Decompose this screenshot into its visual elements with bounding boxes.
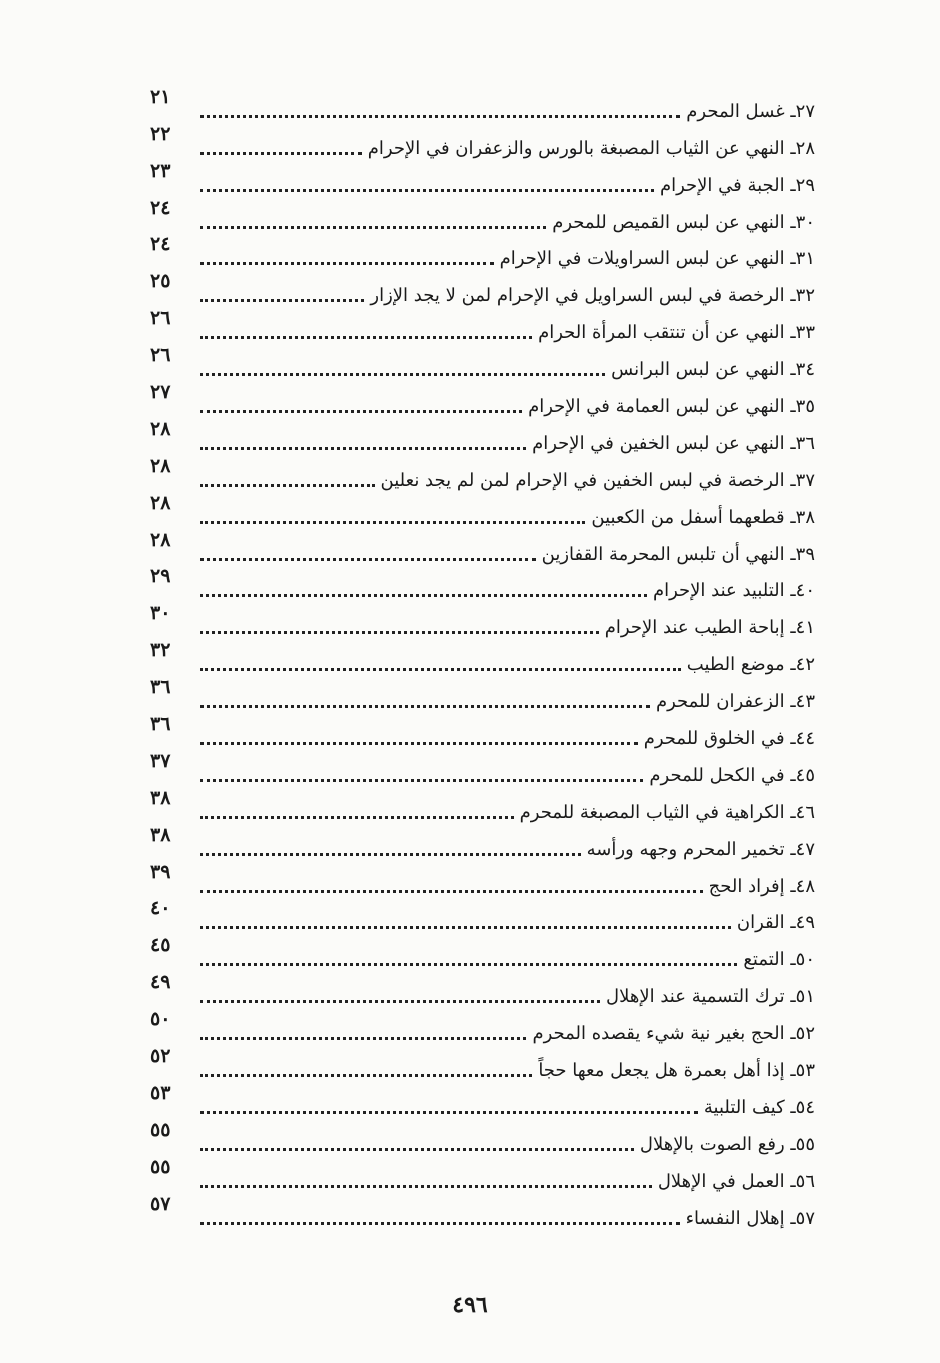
dot-leader (200, 115, 680, 118)
toc-entry (150, 1117, 815, 1154)
toc-entry-page: ٤٠ (150, 897, 171, 920)
dot-leader (200, 816, 514, 819)
dot-leader (200, 705, 650, 708)
toc-entry-page: ٣٦ (150, 713, 171, 736)
toc-entry-title: ٣٤ـ النهي عن لبس البرانس (611, 359, 815, 381)
dot-leader (200, 963, 737, 966)
toc-entry-page: ٥٥ (150, 1155, 171, 1178)
toc-entry-page: ٣٩ (150, 860, 171, 883)
toc-entry-page: ٣٢ (150, 639, 171, 662)
toc-entry (150, 932, 815, 969)
dot-leader (200, 1185, 652, 1188)
toc-entry-page: ٣٠ (150, 602, 171, 625)
toc-entry-page: ٥٠ (150, 1008, 171, 1031)
toc-entry (150, 859, 815, 896)
toc-entry-page: ٥٢ (150, 1045, 171, 1068)
dot-leader (200, 521, 585, 524)
toc-entry (150, 600, 815, 637)
dot-leader (200, 410, 522, 413)
toc-entry-title: ٣٨ـ قطعهما أسفل من الكعبين (591, 506, 815, 528)
toc-entry-title: ٥٧ـ إهلال النفساء (685, 1207, 815, 1229)
toc-entry-title: ٣٢ـ الرخصة في لبس السراويل في الإحرام لمن لا يجد الإزار (370, 285, 815, 307)
dot-leader (200, 890, 703, 893)
toc-entry-page: ٣٨ (150, 823, 171, 846)
toc-entry-page: ٢٢ (150, 122, 171, 145)
toc-entry-page: ٥٣ (150, 1081, 171, 1104)
toc-entry (150, 232, 815, 269)
toc-entry-title: ٥٥ـ رفع الصوت بالإهلال (639, 1133, 815, 1155)
toc-entry (150, 674, 815, 711)
dot-leader (200, 631, 599, 634)
dot-leader (200, 594, 647, 597)
toc-entry (150, 1191, 815, 1228)
toc-entry-page: ٢٩ (150, 565, 171, 588)
toc-entry-page: ٢٦ (150, 344, 171, 367)
toc-entry (150, 416, 815, 453)
toc-entry-title: ٥١ـ ترك التسمية عند الإهلال (606, 986, 815, 1008)
dot-leader (200, 336, 532, 339)
dot-leader (200, 779, 643, 782)
table-of-contents (150, 84, 815, 1228)
toc-entry-page: ٢٤ (150, 233, 171, 256)
dot-leader (200, 668, 681, 671)
toc-entry (150, 1006, 815, 1043)
toc-entry (150, 785, 815, 822)
toc-entry (150, 896, 815, 933)
dot-leader (200, 226, 546, 229)
dot-leader (200, 926, 731, 929)
dot-leader (200, 299, 364, 302)
toc-entry-title: ٤٩ـ القران (736, 912, 815, 934)
toc-entry-title: ٣٩ـ النهي أن تلبس المحرمة القفازين (541, 543, 815, 565)
toc-entry-page: ٢٤ (150, 196, 171, 219)
dot-leader (200, 152, 362, 155)
toc-entry-page: ٢٨ (150, 491, 171, 514)
toc-entry-page: ٣٨ (150, 786, 171, 809)
toc-entry-title: ٤٣ـ الزعفران للمحرم (655, 691, 815, 713)
toc-entry (150, 1080, 815, 1117)
toc-entry-title: ٤٠ـ التلبيد عند الإحرام (652, 580, 815, 602)
dot-leader (200, 1148, 634, 1151)
dot-leader (200, 484, 375, 487)
toc-entry (150, 822, 815, 859)
toc-entry-page: ٢١ (150, 85, 171, 108)
dot-leader (200, 853, 581, 856)
toc-entry-page: ٣٧ (150, 749, 171, 772)
toc-entry (150, 527, 815, 564)
toc-entry (150, 490, 815, 527)
toc-entry-title: ٥٠ـ التمتع (743, 949, 815, 971)
toc-entry-title: ٢٩ـ الجبة في الإحرام (659, 174, 815, 196)
toc-entry-title: ٤٢ـ موضع الطيب (686, 654, 815, 676)
toc-entry-page: ٢٨ (150, 454, 171, 477)
toc-entry (150, 748, 815, 785)
toc-entry (150, 305, 815, 342)
toc-entry (150, 379, 815, 416)
toc-entry (150, 158, 815, 195)
toc-entry-page: ٤٥ (150, 934, 171, 957)
toc-entry (150, 711, 815, 748)
toc-entry-title: ٤٨ـ إفراد الحج (708, 875, 815, 897)
toc-entry (150, 268, 815, 305)
toc-entry-title: ٣٧ـ الرخصة في لبس الخفين في الإحرام لمن لم يجد نعلين (380, 469, 815, 491)
toc-entry-page: ٢٨ (150, 417, 171, 440)
toc-entry-title: ٤٥ـ في الكحل للمحرم (649, 764, 815, 786)
toc-entry-title: ٥٢ـ الحج بغير نية شيء يقصده المحرم (532, 1023, 815, 1045)
toc-entry (150, 637, 815, 674)
toc-entry-page: ٢٧ (150, 381, 171, 404)
toc-entry (150, 453, 815, 490)
dot-leader (200, 1037, 526, 1040)
toc-entry-title: ٢٧ـ غسل المحرم (686, 100, 815, 122)
dot-leader (200, 1222, 680, 1225)
toc-entry (150, 564, 815, 601)
toc-entry-page: ٥٧ (150, 1192, 171, 1215)
toc-entry-title: ٥٤ـ كيف التلبية (703, 1096, 815, 1118)
dot-leader (200, 189, 654, 192)
dot-leader (200, 742, 638, 745)
toc-entry-title: ٣٥ـ النهي عن لبس العمامة في الإحرام (528, 396, 815, 418)
toc-entry-title: ٢٨ـ النهي عن الثياب المصبغة بالورس والزعفران في الإحرام (367, 137, 815, 159)
toc-entry-title: ٤٧ـ تخمير المحرم وجهه ورأسه (586, 838, 815, 860)
toc-entry (150, 195, 815, 232)
toc-entry (150, 342, 815, 379)
toc-entry (150, 969, 815, 1006)
toc-entry-page: ٥٥ (150, 1118, 171, 1141)
page-number: ٤٩٦ (452, 1292, 488, 1318)
toc-entry-page: ٢٨ (150, 528, 171, 551)
dot-leader (200, 373, 605, 376)
toc-entry (150, 84, 815, 121)
toc-entry-title: ٣١ـ النهي عن لبس السراويلات في الإحرام (499, 248, 815, 270)
toc-entry-title: ٤٦ـ الكراهية في الثياب المصبغة للمحرم (519, 801, 815, 823)
toc-entry-page: ٣٦ (150, 676, 171, 699)
dot-leader (200, 558, 536, 561)
dot-leader (200, 262, 494, 265)
toc-entry-title: ٥٣ـ إذا أهل بعمرة هل يجعل معها حجاً (538, 1060, 815, 1082)
toc-entry-title: ٤١ـ إباحة الطيب عند الإحرام (604, 617, 815, 639)
toc-entry-title: ٤٤ـ في الخلوق للمحرم (643, 728, 815, 750)
toc-entry-page: ٢٣ (150, 159, 171, 182)
toc-entry-page: ٤٩ (150, 971, 171, 994)
dot-leader (200, 447, 526, 450)
toc-entry-title: ٣٣ـ النهي عن أن تنتقب المرأة الحرام (538, 322, 815, 344)
toc-entry (150, 1154, 815, 1191)
toc-entry-title: ٣٠ـ النهي عن لبس القميص للمحرم (552, 211, 815, 233)
toc-entry (150, 121, 815, 158)
toc-entry-page: ٢٦ (150, 307, 171, 330)
dot-leader (200, 1074, 532, 1077)
toc-entry-page: ٢٥ (150, 270, 171, 293)
toc-entry-title: ٥٦ـ العمل في الإهلال (657, 1170, 815, 1192)
dot-leader (200, 1000, 600, 1003)
toc-entry (150, 1043, 815, 1080)
dot-leader (200, 1111, 698, 1114)
toc-entry-title: ٣٦ـ النهي عن لبس الخفين في الإحرام (532, 432, 815, 454)
